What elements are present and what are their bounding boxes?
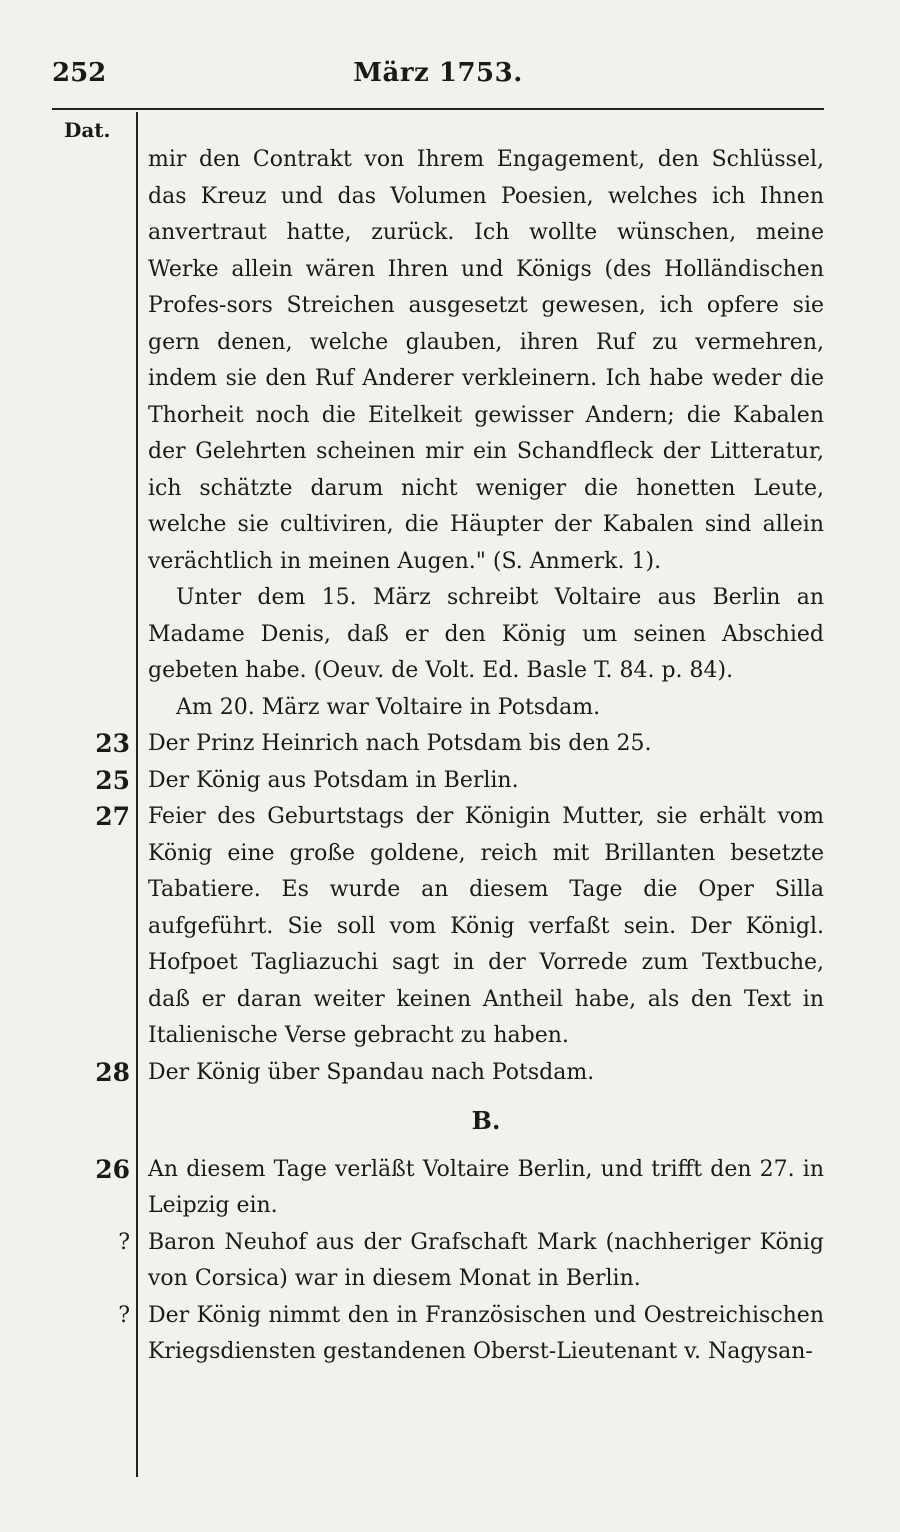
entry-day: 27 — [95, 802, 130, 831]
entry-text: Feier des Geburtstags der Königin Mutter, sie erhält vom König eine große goldene, reich mit Brillanten besetzte Tabatiere. Es wurde an diesem Tage die Oper Silla aufgeführt. Sie soll vom König verfaßt sein. Der Königl. Hofpoet Tagliazuchi sagt in der Vorrede zum Textbuche, daß er daran weiter keinen Antheil habe, als den Text in Italienische Verse gebracht zu haben. — [148, 804, 824, 1048]
entry-day: 26 — [95, 1154, 130, 1184]
page-header — [52, 58, 824, 98]
entry-text: Der König nimmt den in Französischen und Oestreichischen Kriegsdiensten gestandenen Oberst-Lieutenant v. Nagysan- — [148, 1302, 824, 1364]
entry-day: 23 — [95, 729, 130, 758]
page-number: 252 — [52, 58, 107, 88]
entry — [52, 1152, 824, 1225]
date-column-label: Dat. — [64, 118, 111, 142]
entry-text: Am 20. März war Voltaire in Potsdam. — [176, 694, 601, 720]
entry-text: An diesem Tage verläßt Voltaire Berlin, und trifft den 27. in Leipzig ein. — [148, 1156, 824, 1218]
entry-text: Der König aus Potsdam in Berlin. — [148, 767, 519, 793]
entry-day: 28 — [95, 1057, 130, 1087]
running-title: März 1753. — [353, 58, 523, 88]
entry — [52, 799, 824, 1055]
entry-day: ? — [118, 1229, 130, 1255]
header-rule — [52, 108, 824, 110]
entry — [52, 763, 824, 800]
entry-text: Unter dem 15. März schreibt Voltaire aus Berlin an Madame Denis, daß er den König um seinen Abschied gebeten habe. (Oeuv. de Volt. Ed. Basle T. 84. p. 84). — [148, 585, 824, 683]
entry — [52, 1225, 824, 1298]
section-heading: B. — [471, 1106, 501, 1135]
entry — [52, 726, 824, 763]
entry — [52, 690, 824, 727]
entry — [52, 1298, 824, 1371]
entry-text: Der Prinz Heinrich nach Potsdam bis den 25. — [148, 731, 652, 756]
entries-list — [52, 142, 824, 1371]
entry — [52, 580, 824, 690]
entry-day: 25 — [95, 765, 130, 795]
entry — [52, 1055, 824, 1092]
entry-text: Der König über Spandau nach Potsdam. — [148, 1059, 595, 1085]
entry-text: Baron Neuhof aus der Grafschaft Mark (nachheriger König von Corsica) war in diesem Monat in Berlin. — [148, 1229, 824, 1291]
entry-text: mir den Contrakt von Ihrem Engagement, den Schlüssel, das Kreuz und das Volumen Poesien, welches ich Ihnen anvertraut hatte, zurück. Ich wollte wünschen, meine Werke allein wären Ihren und Königs (des Holländischen Profes-sors Streichen ausgesetzt gewesen, ich opfere sie gern denen, welche glauben, ihren Ruf zu vermehren, indem sie den Ruf Anderer verkleinern. Ich habe weder die Thorheit noch die Eitelkeit gewisser Andern; die Kabalen der Gelehrten scheinen mir ein Schandfleck der Litteratur, ich schätzte darum nicht weniger die honetten Leute, welche sie cultiviren, die Häupter der Kabalen sind allein verächtlich in meinen Augen." (S. Anmerk. 1). — [148, 147, 824, 574]
entry — [52, 142, 824, 580]
entry-day: ? — [118, 1302, 130, 1328]
